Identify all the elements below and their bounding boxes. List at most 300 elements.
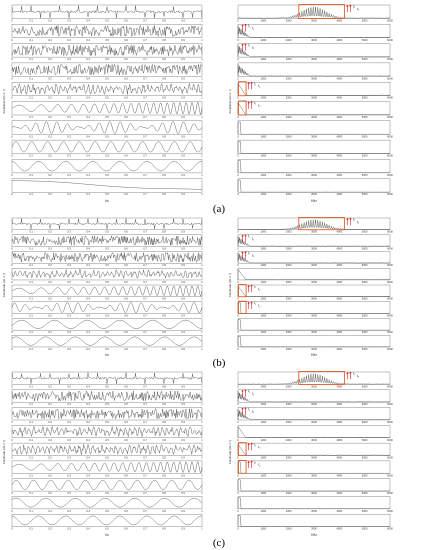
annotation-f2: $f_2$ [258, 286, 261, 292]
time-tick-label: 0.1 [29, 280, 33, 284]
time-signal-trace [12, 391, 202, 401]
time-tick-label: 0.3 [67, 421, 71, 424]
time-tick-label: 1 [201, 385, 203, 389]
freq-tick-label: 1000 [260, 135, 267, 139]
time-tick-label: 0 [11, 331, 13, 335]
time-row-frame [12, 24, 202, 38]
time-tick-label: 0.7 [143, 77, 147, 81]
time-signal-trace [12, 498, 202, 507]
time-tick-label: 0.1 [29, 385, 33, 389]
time-tick-label: 0.5 [105, 264, 109, 268]
time-tick-label: 0.2 [48, 173, 52, 177]
time-tick-label: 0.8 [162, 96, 166, 100]
time-tick-label: 0.3 [67, 280, 71, 284]
freq-tick-label: 3000 [311, 509, 317, 513]
spectrum-row [237, 443, 393, 460]
time-tick-label: 0 [11, 347, 13, 351]
panel-b [2, 217, 393, 357]
time-tick-label: 0.4 [86, 492, 90, 496]
time-tick-label: 0.7 [143, 96, 147, 100]
time-tick-label: 0 [11, 77, 13, 81]
time-tick-label: 0.5 [105, 77, 109, 81]
spectrum-row-frame [238, 408, 390, 420]
time-tick-label: 0.6 [124, 297, 128, 301]
freq-tick-label: 5000 [361, 96, 368, 100]
freq-tick-label: 3000 [311, 314, 317, 318]
annotation-f1: $f_1$ [352, 371, 356, 377]
annotation-f1: $f_1$ [352, 217, 356, 223]
spectrum-row-frame [238, 479, 390, 491]
spectrum-trace [238, 286, 390, 297]
time-tick-label: 0.5 [105, 492, 109, 496]
time-tick-label: 0.1 [29, 474, 33, 478]
freq-tick-label: 5000 [361, 154, 368, 158]
freq-tick-label: 3000 [311, 492, 317, 496]
spectrum-trace [238, 444, 390, 455]
marker-dot [248, 102, 250, 104]
freq-tick-label: 0 [237, 474, 239, 478]
freq-tick-label: 1000 [260, 193, 267, 197]
time-tick-label: 0.2 [48, 474, 52, 478]
panel-label-c: (c) [212, 537, 226, 549]
spectrum-trace [238, 497, 390, 508]
spectrum-trace [238, 100, 390, 115]
spectrum-row-frame [238, 285, 390, 297]
freq-tick-label: 2000 [285, 230, 292, 234]
time-tick-label: 0.8 [162, 347, 166, 351]
time-tick-label: 0.6 [124, 193, 128, 197]
marker-dot [242, 390, 244, 392]
freq-tick-label: 4000 [336, 154, 343, 158]
time-tick-label: 0.3 [67, 314, 71, 318]
freq-tick-label: 4000 [336, 403, 343, 407]
annotation-f1: $f_1$ [254, 301, 257, 306]
time-tick-label: 0.2 [48, 492, 52, 496]
freq-tick-label: 6000 [387, 331, 393, 335]
time-signal-trace [12, 253, 202, 262]
freq-y-axis-label: Amplitude /(m·s⁻²) [228, 89, 232, 114]
time-signal-trace [12, 480, 202, 490]
time-tick-label: 0.8 [162, 135, 166, 139]
time-tick-label: 0.9 [181, 331, 185, 335]
time-tick-label: 0.3 [67, 19, 71, 23]
freq-tick-label: 5000 [361, 135, 368, 139]
freq-tick-label: 1000 [260, 509, 267, 513]
time-tick-label: 0.1 [29, 135, 33, 139]
time-tick-label: 0 [11, 154, 13, 158]
marker-dot [248, 443, 250, 445]
freq-tick-label: 2000 [285, 96, 292, 100]
annotation-f1: $f_1$ [254, 284, 257, 290]
time-tick-label: 0.4 [86, 347, 90, 351]
time-tick-label: 0.9 [181, 438, 185, 442]
freq-tick-label: 2000 [285, 403, 292, 407]
marker-dot [248, 83, 250, 85]
freq-tick-label: 0 [237, 38, 239, 42]
time-row-frame [12, 496, 202, 508]
time-tick-label: 0.8 [162, 173, 166, 177]
freq-tick-label: 0 [237, 116, 239, 120]
freq-tick-label: 3000 [311, 96, 317, 100]
freq-tick-label: 4000 [336, 347, 343, 351]
time-tick-label: 0.5 [105, 509, 109, 513]
marker-dot [245, 251, 247, 253]
time-tick-label: 0.6 [124, 96, 128, 100]
freq-tick-label: 2000 [285, 19, 292, 23]
freq-tick-label: 3000 [311, 116, 317, 120]
freq-tick-label: 3000 [311, 474, 317, 478]
marker-dot [245, 43, 247, 45]
freq-tick-label: 6000 [387, 297, 393, 301]
annotation-f1: $f_1$ [254, 100, 257, 106]
time-tick-label: 0.1 [29, 403, 33, 407]
freq-tick-label: 3000 [311, 347, 317, 351]
time-tick-label: 0.8 [162, 421, 166, 424]
time-tick-label: 0.6 [124, 154, 128, 158]
freq-tick-label: 1000 [260, 154, 267, 158]
annotation-f1: $f_1$ [248, 406, 251, 412]
highlight-box [239, 82, 247, 96]
time-tick-label: 0.1 [29, 193, 33, 197]
freq-tick-label: 2000 [285, 77, 292, 81]
time-tick-label: 0.1 [29, 38, 33, 42]
freq-tick-label: 3000 [311, 193, 317, 197]
time-tick-label: 0.7 [143, 264, 147, 268]
time-tick-label: 0.2 [48, 297, 52, 301]
spectrum-row [237, 140, 393, 158]
freq-tick-label: 1000 [260, 38, 267, 42]
time-tick-label: 0.8 [162, 331, 166, 335]
spectrum-row [237, 101, 393, 119]
spectrum-row-frame [238, 159, 390, 173]
figure-panels [2, 4, 393, 537]
annotation-f1: $f_1$ [248, 234, 251, 239]
annotation-f1: $f_1$ [254, 442, 257, 448]
freq-tick-label: 1000 [260, 19, 267, 23]
time-signal-trace [12, 516, 202, 525]
time-tick-label: 0.1 [29, 116, 33, 120]
spectrum-row [237, 319, 393, 335]
freq-tick-label: 3000 [311, 19, 317, 23]
spectrum-row [237, 43, 393, 61]
time-tick-label: 1 [201, 173, 203, 177]
time-tick-label: 0.6 [124, 38, 128, 42]
spectrum-trace [238, 269, 390, 280]
annotation-f2: $f_2$ [252, 236, 255, 242]
time-tick-label: 0.4 [86, 456, 90, 460]
time-tick-label: 0.8 [162, 456, 166, 460]
time-tick-label: 0.8 [162, 116, 166, 120]
time-tick-label: 0.7 [143, 331, 147, 335]
freq-tick-label: 1000 [260, 230, 267, 234]
time-tick-label: 0.9 [181, 264, 185, 268]
time-tick-label: 1 [201, 264, 203, 268]
time-tick-label: 0.5 [105, 135, 109, 139]
time-tick-label: 0.8 [162, 438, 166, 442]
freq-tick-label: 5000 [361, 247, 368, 251]
time-tick-label: 0.2 [48, 77, 52, 81]
freq-tick-label: 4000 [336, 230, 343, 234]
freq-x-axis-label: f/Hz [311, 199, 317, 203]
time-tick-label: 0 [11, 264, 13, 268]
freq-tick-label: 5000 [361, 385, 368, 389]
spectrum-row [237, 217, 393, 233]
annotation-f2: $f_2$ [252, 391, 255, 397]
freq-tick-label: 4000 [336, 173, 343, 177]
freq-tick-label: 4000 [336, 77, 343, 81]
time-signal-trace [12, 373, 202, 384]
annotation-f2: $f_2$ [252, 253, 255, 259]
time-tick-label: 0 [11, 193, 13, 197]
freq-tick-label: 1000 [260, 96, 267, 100]
freq-tick-label: 5000 [361, 509, 368, 513]
freq-tick-label: 0 [237, 438, 239, 442]
freq-tick-label: 2000 [285, 38, 292, 42]
time-tick-label: 0.4 [86, 19, 90, 23]
time-row-frame [12, 268, 202, 280]
time-row-frame [12, 44, 202, 58]
time-tick-label: 0.3 [67, 77, 71, 81]
time-tick-label: 0.2 [48, 347, 52, 351]
freq-tick-label: 3000 [311, 230, 317, 234]
time-tick-label: 0.3 [67, 527, 71, 531]
freq-tick-label: 1000 [260, 247, 267, 251]
freq-tick-label: 6000 [387, 96, 393, 100]
time-tick-label: 0.2 [48, 264, 52, 268]
annotation-f1: $f_1$ [248, 389, 251, 394]
marker-dot [248, 285, 250, 287]
spectrum-row [237, 301, 393, 317]
marker-dot [347, 372, 349, 374]
freq-tick-label: 6000 [387, 135, 393, 139]
freq-tick-label: 1000 [260, 77, 267, 81]
spectrum-row-frame [238, 335, 390, 347]
time-tick-label: 0.8 [162, 509, 166, 513]
spectrum-trace [238, 462, 390, 473]
freq-tick-label: 0 [237, 385, 239, 389]
freq-tick-label: 0 [237, 314, 239, 318]
time-tick-label: 0.3 [67, 230, 71, 234]
spectrum-row [237, 335, 393, 351]
time-tick-label: 0.5 [105, 527, 109, 531]
time-tick-label: 0.3 [67, 247, 71, 251]
time-row [11, 179, 203, 197]
time-tick-label: 1 [201, 421, 203, 424]
time-tick-label: 0 [11, 527, 13, 531]
time-tick-label: 0.7 [143, 193, 147, 197]
freq-tick-label: 1000 [260, 474, 267, 478]
freq-tick-label: 5000 [361, 173, 368, 177]
spectrum-row [237, 514, 393, 530]
time-tick-label: 0.5 [105, 347, 109, 351]
spectrum-row [237, 179, 393, 197]
time-tick-label: 0.5 [105, 38, 109, 42]
freq-tick-label: 6000 [387, 193, 393, 197]
time-tick-label: 0.6 [124, 492, 128, 496]
freq-tick-label: 5000 [361, 527, 368, 531]
time-tick-label: 0.5 [105, 403, 109, 407]
time-tick-label: 0 [11, 421, 13, 424]
freq-tick-label: 3000 [311, 438, 317, 442]
time-signal-trace [12, 161, 202, 171]
time-tick-label: 0.7 [143, 474, 147, 478]
time-signal-trace [12, 6, 202, 18]
marker-dot [251, 82, 253, 84]
time-tick-label: 0.3 [67, 154, 71, 158]
time-tick-label: 0.6 [124, 347, 128, 351]
time-tick-label: 0.3 [67, 116, 71, 120]
spectrum-trace [238, 180, 390, 192]
panel-c [2, 371, 393, 537]
time-tick-label: 1 [201, 403, 203, 407]
time-tick-label: 0.6 [124, 527, 128, 531]
time-tick-label: 1 [201, 19, 203, 23]
freq-tick-label: 2000 [285, 421, 292, 424]
spectrum-row-frame [238, 140, 390, 154]
freq-tick-label: 3000 [311, 421, 317, 424]
time-tick-label: 0.5 [105, 154, 109, 158]
marker-dot [248, 302, 250, 304]
freq-tick-label: 0 [237, 527, 239, 531]
spectrum-trace [238, 515, 390, 526]
time-tick-label: 0.5 [105, 421, 109, 424]
time-tick-label: 1 [201, 331, 203, 335]
time-tick-label: 0.6 [124, 474, 128, 478]
time-tick-label: 0.4 [86, 280, 90, 284]
time-tick-label: 1 [201, 347, 203, 351]
time-tick-label: 0.2 [48, 154, 52, 158]
spectrum-row-frame [238, 82, 390, 96]
spectrum-trace [238, 83, 390, 95]
freq-x-axis-label: f/Hz [311, 353, 317, 357]
time-tick-label: 0.3 [67, 438, 71, 442]
freq-tick-label: 2000 [285, 193, 292, 197]
time-tick-label: 0 [11, 456, 13, 460]
marker-dot [251, 461, 253, 463]
annotation-f2: $f_2$ [258, 103, 261, 109]
time-x-axis-label: t/s [105, 533, 109, 537]
freq-tick-label: 6000 [387, 230, 393, 234]
freq-tick-label: 1000 [260, 403, 267, 407]
time-tick-label: 0.3 [67, 135, 71, 139]
spectrum-trace [238, 220, 390, 230]
time-tick-label: 1 [201, 438, 203, 442]
time-row [11, 372, 203, 388]
time-tick-label: 0.1 [29, 347, 33, 351]
time-tick-label: 0.3 [67, 193, 71, 197]
time-tick-label: 0.6 [124, 173, 128, 177]
time-tick-label: 0.3 [67, 38, 71, 42]
time-tick-label: 1 [201, 247, 203, 251]
time-tick-label: 0.6 [124, 421, 128, 424]
freq-tick-label: 2000 [285, 492, 292, 496]
spectrum-trace [238, 426, 390, 437]
time-tick-label: 0.1 [29, 77, 33, 81]
freq-tick-label: 3000 [311, 385, 317, 389]
time-tick-label: 0.8 [162, 280, 166, 284]
time-tick-label: 0 [11, 96, 13, 100]
freq-tick-label: 2000 [285, 509, 292, 513]
time-tick-label: 1 [201, 154, 203, 158]
time-tick-label: 0.2 [48, 403, 52, 407]
time-row [11, 102, 203, 120]
time-tick-label: 0.9 [181, 347, 185, 351]
time-tick-label: 0.8 [162, 314, 166, 318]
time-row [11, 218, 203, 234]
time-tick-label: 0.8 [162, 247, 166, 251]
freq-tick-label: 3000 [311, 135, 317, 139]
spectrum-row [237, 251, 393, 267]
annotation-f1: $f_1$ [254, 460, 257, 466]
freq-tick-label: 1000 [260, 314, 267, 318]
freq-tick-label: 2000 [285, 474, 292, 478]
freq-tick-label: 2000 [285, 438, 292, 442]
freq-tick-label: 1000 [260, 438, 267, 442]
time-tick-label: 0.3 [67, 58, 71, 62]
freq-tick-label: 6000 [387, 474, 393, 478]
time-tick-label: 0.1 [29, 456, 33, 460]
time-tick-label: 0.4 [86, 77, 90, 81]
time-signal-trace [12, 181, 202, 190]
spectrum-row-frame [238, 390, 390, 402]
time-tick-label: 0.1 [29, 58, 33, 62]
time-x-axis-label: t/s [105, 353, 109, 357]
annotation-f2: $f_2$ [252, 45, 255, 51]
freq-tick-label: 2000 [285, 173, 292, 177]
freq-tick-label: 5000 [361, 193, 368, 197]
time-tick-label: 0.6 [124, 509, 128, 513]
panel-a [2, 4, 393, 203]
freq-tick-label: 5000 [361, 264, 368, 268]
time-tick-label: 0 [11, 474, 13, 478]
time-y-axis-label: Amplitude /(m·s⁻²) [2, 439, 6, 465]
freq-tick-label: 1000 [260, 173, 267, 177]
freq-tick-label: 0 [237, 154, 239, 158]
time-tick-label: 0.9 [181, 173, 185, 177]
spectrum-row [237, 121, 393, 139]
time-tick-label: 0.2 [48, 58, 52, 62]
freq-tick-label: 6000 [387, 438, 393, 442]
spectrum-row-frame [238, 496, 390, 508]
time-row [11, 44, 203, 62]
freq-tick-label: 4000 [336, 38, 343, 42]
time-row-frame [12, 319, 202, 331]
time-row [11, 479, 203, 495]
time-tick-label: 0.3 [67, 173, 71, 177]
time-tick-label: 0.3 [67, 474, 71, 478]
time-tick-label: 0.2 [48, 385, 52, 389]
freq-tick-label: 1000 [260, 456, 267, 460]
time-tick-label: 0.9 [181, 247, 185, 251]
time-tick-label: 0.7 [143, 421, 147, 424]
spectrum-trace [238, 336, 390, 347]
freq-tick-label: 3000 [311, 58, 317, 62]
time-tick-label: 0.2 [48, 456, 52, 460]
highlight-box [239, 101, 247, 115]
time-tick-label: 0.2 [48, 280, 52, 284]
freq-tick-label: 6000 [387, 280, 393, 284]
freq-tick-label: 5000 [361, 331, 368, 335]
time-tick-label: 0.9 [181, 474, 185, 478]
time-tick-label: 0.7 [143, 135, 147, 139]
spectrum-row [237, 63, 393, 81]
time-tick-label: 0.1 [29, 96, 33, 100]
time-tick-label: 0.5 [105, 385, 109, 389]
time-tick-label: 0.2 [48, 230, 52, 234]
freq-tick-label: 5000 [361, 58, 368, 62]
freq-y-axis-label: Amplitude /(m·s⁻²) [228, 272, 232, 298]
time-tick-label: 0 [11, 58, 13, 62]
